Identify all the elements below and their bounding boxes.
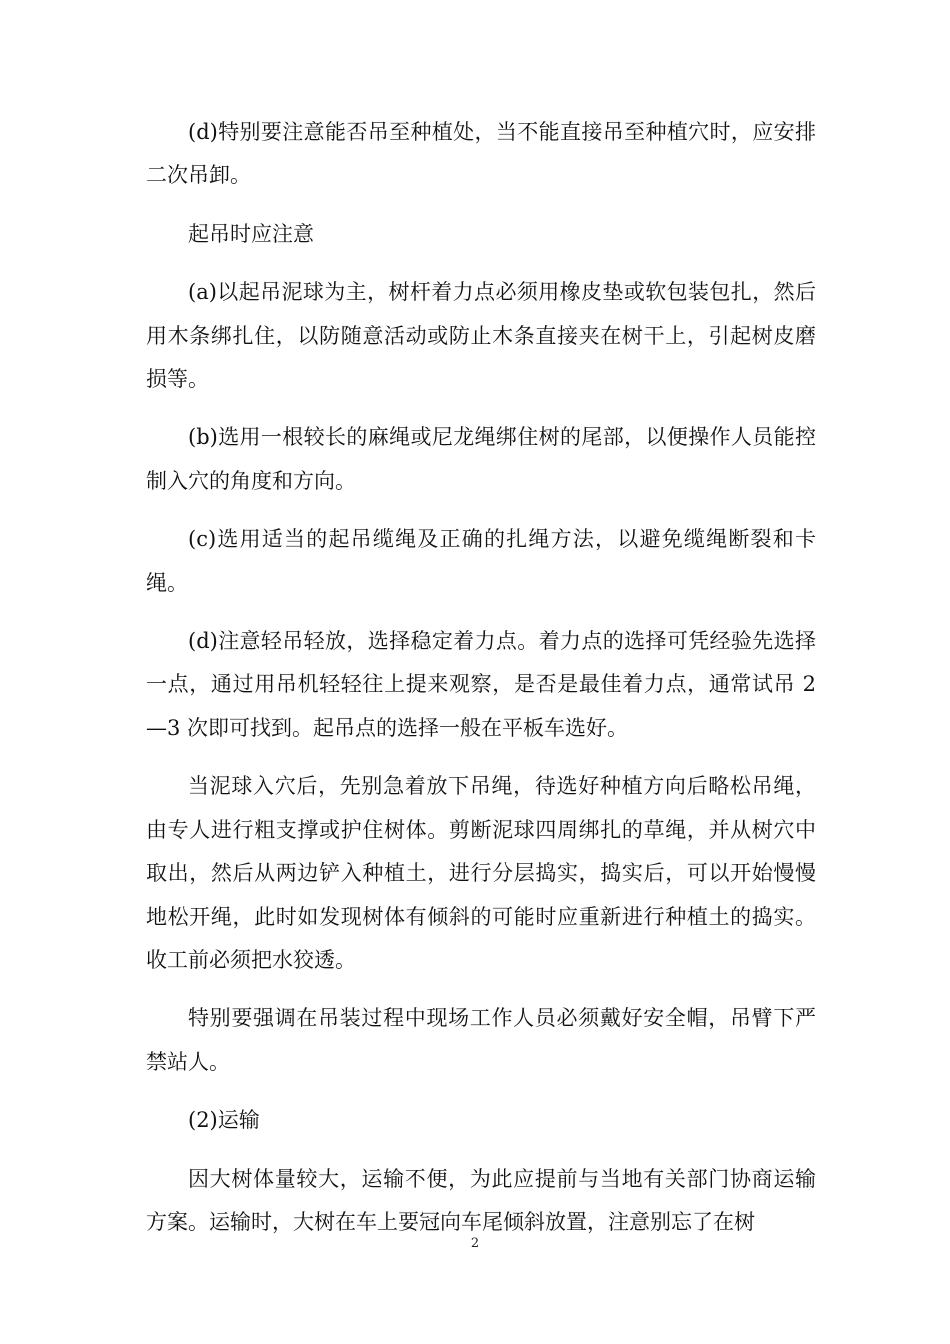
paragraph-gentle-lifting: (d)注意轻吊轻放，选择稳定着力点。着力点的选择可凭经验先选择一点，通过用吊机轻轻往上提来观察，是否是最佳着力点，通常试吊 2—3 次即可找到。起吊点的选择一般在平板车选好。 — [146, 629, 816, 740]
paragraph-transport-plan: 因大树体量较大，运输不便，为此应提前与当地有关部门协商运输方案。运输时，大树在车上要冠向车尾倾斜放置，注意别忘了在树 — [146, 1166, 816, 1234]
paragraph-transport-heading: (2)运输 — [188, 1108, 260, 1133]
page-number: 2 — [470, 1236, 480, 1251]
paragraph-lift-to-planting-site: (d)特别要注意能否吊至种植处，当不能直接吊至种植穴时，应安排二次吊卸。 — [146, 120, 816, 188]
paragraph-cable-selection: (c)选用适当的起吊缆绳及正确的扎绳方法，以避免缆绳断裂和卡绳。 — [146, 527, 816, 595]
paragraph-lift-soil-ball: (a)以起吊泥球为主，树杆着力点必须用橡皮垫或软包装包扎，然后用木条绑扎住，以防随意活动或防止木条直接夹在树干上，引起树皮磨损等。 — [146, 280, 816, 392]
paragraph-soil-ball-in-pit: 当泥球入穴后，先别急着放下吊绳，待选好种植方向后略松吊绳，由专人进行粗支撑或护住树体。剪断泥球四周绑扎的草绳，并从树穴中取出，然后从两边铲入种植土，进行分层捣实，捣实后，可以开始慢慢地松开绳，此时如发现树体有倾斜的可能时应重新进行种植土的捣实。收工前必须把水狡透。 — [146, 774, 816, 972]
document-body — [146, 111, 816, 1259]
paragraph-tie-rope: (b)选用一根较长的麻绳或尼龙绳绑住树的尾部，以便操作人员能控制入穴的角度和方向。 — [146, 425, 816, 493]
paragraph-safety-note: 特别要强调在吊装过程中现场工作人员必须戴好安全帽，吊臂下严禁站人。 — [146, 1006, 816, 1074]
paragraph-lifting-heading: 起吊时应注意 — [188, 221, 314, 246]
